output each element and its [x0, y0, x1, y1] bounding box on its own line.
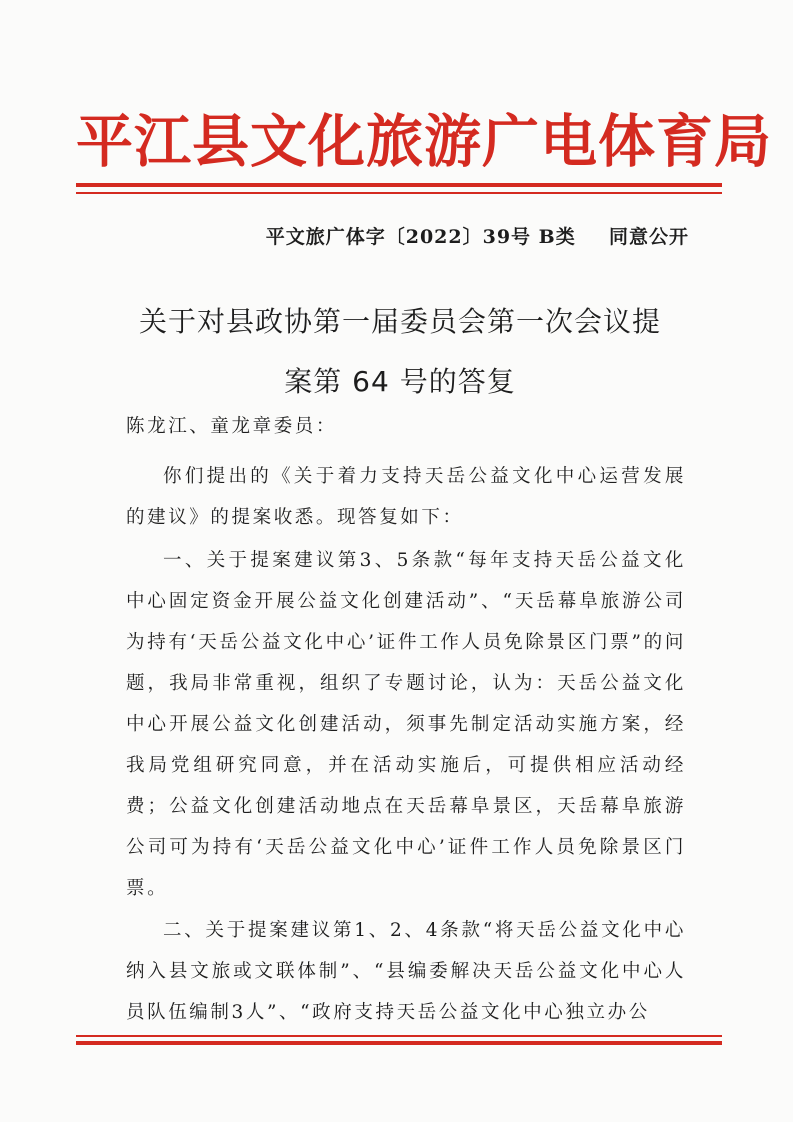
letterhead-rule-thin	[76, 192, 722, 194]
body-paragraph	[126, 910, 686, 1033]
document-title-line-1: 关于对县政协第一届委员会第一次会议提	[138, 305, 661, 338]
paragraph-text: 二、关于提案建议第1、2、4条款“将天岳公益文化中心纳入县文旅或文联体制”、“县编委解决天岳公益文化中心人员队伍编制3人”、“政府支持天岳公益文化中心独立办公	[126, 920, 686, 1023]
paragraph-text: 你们提出的《关于着力支持天岳公益文化中心运营发展的建议》的提案收悉。现答复如下：	[126, 466, 686, 528]
document-number-line	[266, 222, 689, 249]
footer-rule-thick	[76, 1041, 722, 1045]
document-title-line-2: 案第 64 号的答复	[284, 365, 516, 398]
document-category: B类	[538, 226, 576, 248]
footer-rule-thin	[76, 1035, 722, 1037]
letterhead-title: 平江县文化旅游广电体育局	[76, 108, 772, 175]
body-paragraph	[126, 456, 686, 538]
body-paragraph	[126, 540, 686, 909]
salutation: 陈龙江、童龙章委员：	[126, 416, 338, 437]
document-number: 平文旅广体字〔2022〕39号	[265, 226, 532, 248]
letterhead-rule-thick	[76, 183, 722, 187]
paragraph-text: 一、关于提案建议第3、5条款“每年支持天岳公益文化中心固定资金开展公益文化创建活动”、“天岳幕阜旅游公司为持有‘天岳公益文化中心’证件工作人员免除景区门票”的问题，我局非常重视，组织了专题讨论，认为：天岳公益文化中心开展公益文化创建活动，须事先制定活动实施方案，经我局党组研究同意，并在活动实施后，可提供相应活动经费；公益文化创建活动地点在天岳幕阜景区，天岳幕阜旅游公司可为持有‘天岳公益文化中心’证件工作人员免除景区门票。	[126, 550, 686, 899]
disclosure-status: 同意公开	[608, 226, 689, 248]
